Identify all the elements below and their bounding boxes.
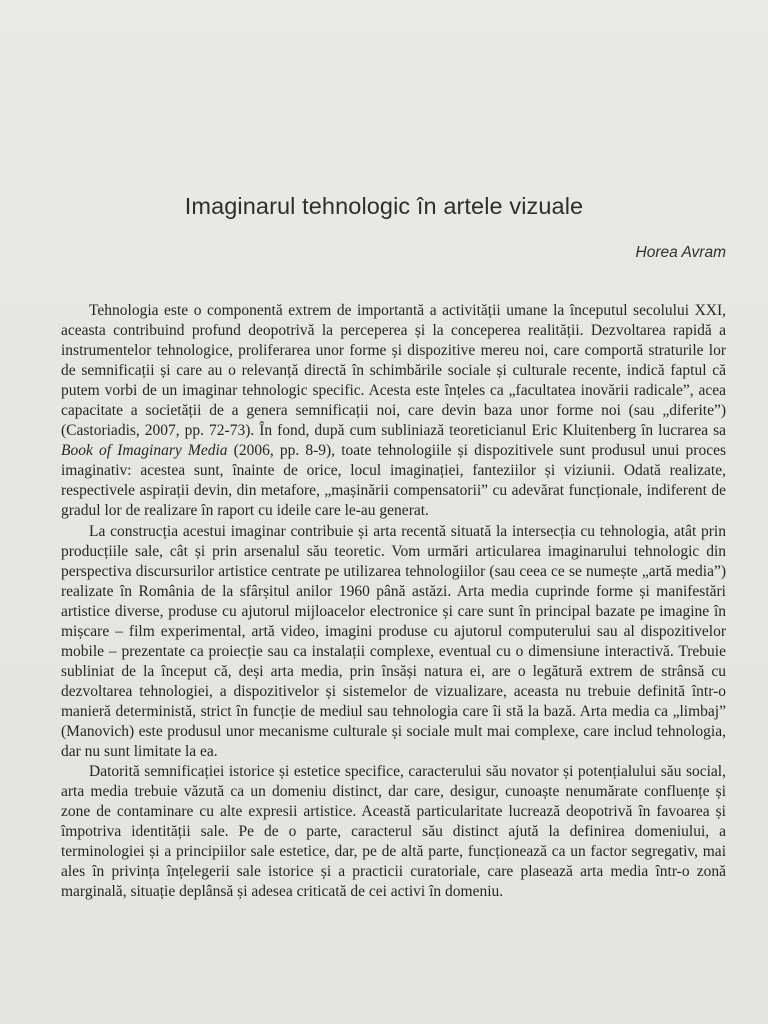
article-title: Imaginarul tehnologic în artele vizuale — [184, 193, 584, 219]
paragraph-1 — [61, 301, 726, 522]
article-body — [61, 301, 726, 902]
book-title-italic: Book of Imaginary Media — [61, 442, 228, 460]
article-author: Horea Avram — [635, 244, 726, 261]
paragraph-1-text-after: (2006, pp. 8-9), toate tehnologiile și dispozitivele sunt produsul unui proces imaginativ: acestea sunt, înainte de orice, locul imaginației, fanteziilor și viziunii. Odată realizate, respectivele aspirații devin, din metafore, „mașinării compensatorii” cu adevărat funcționale, indiferent de gradul lor de realizare în raport cu ideile care le-au generat. — [61, 442, 726, 520]
paragraph-3: Datorită semnificației istorice și estetice specifice, caracterului său novator și potențialului său social, arta media trebuie văzută ca un domeniu distinct, dar care, desigur, cunoaște nenumărate confluențe și zone de contaminare cu alte expresii artistice. Această particularitate lucrează deopotrivă în favoarea și împotriva identității sale. Pe de o parte, caracterul său distinct ajută la definirea domeniului, a terminologiei și a principiilor sale estetice, dar, pe de altă parte, funcționează ca un factor segregativ, mai ales în privința înțelegerii sale istorice și a practicii curatoriale, care plasează arta media într-o zonă marginală, situație deplânsă și adesea criticată de cei activi în domeniu. — [61, 763, 726, 901]
paragraph-2: La construcția acestui imaginar contribuie și arta recentă situată la intersecția cu tehnologia, atât prin producțiile sale, cât și prin arsenalul său teoretic. Vom urmări articularea imaginarului tehnologic din perspectiva discursurilor artistice centrate pe utilizarea tehnologiilor (sau ceea ce se numește „artă media”) realizate în România de la sfârșitul anilor 1960 până astăzi. Arta media cuprinde forme și manifestări artistice diverse, produse cu ajutorul mijloacelor electronice și care sunt în principal bazate pe imagine în mișcare – film experimental, artă video, imagini produse cu ajutorul computerului sau al dispozitivelor mobile – prezentate ca proiecție sau ca instalații complexe, eventual cu o dimensiune interactivă. Trebuie subliniat de la început că, deși arta media, prin însăși natura ei, are o legătură extrem de strânsă cu dezvoltarea tehnologiei, a dispozitivelor și sistemelor de vizualizare, aceasta nu trebuie definită într-o manieră deterministă, strict în funcție de mediul sau tehnologia care îi stă la bază. Arta media ca „limbaj” (Manovich) este produsul unor mecanisme culturale și sociale mult mai complexe, care includ tehnologia, dar nu sunt limitate la ea. — [61, 522, 726, 761]
paragraph-1-text-before: Tehnologia este o componentă extrem de importantă a activității umane la începutul secolului XXI, aceasta contribuind profund deopotrivă la perceperea și la conceperea realității. Dezvoltarea rapidă a instrumentelor tehnologice, proliferarea unor forme și dispozitive mereu noi, care comportă straturile lor de semnificații și care au o relevanță directă în schimbările sociale și culturale recente, indică faptul că putem vorbi de un imaginar tehnologic specific. Acesta este înțeles ca „facultatea inovării radicale”, acea capacitate a societății de a genera semnificații noi, care devin baza unor forme noi (sau „diferite”) (Castoriadis, 2007, pp. 72-73). În fond, după cum subliniază teoreticianul Eric Kluitenberg în lucrarea sa — [61, 302, 726, 440]
